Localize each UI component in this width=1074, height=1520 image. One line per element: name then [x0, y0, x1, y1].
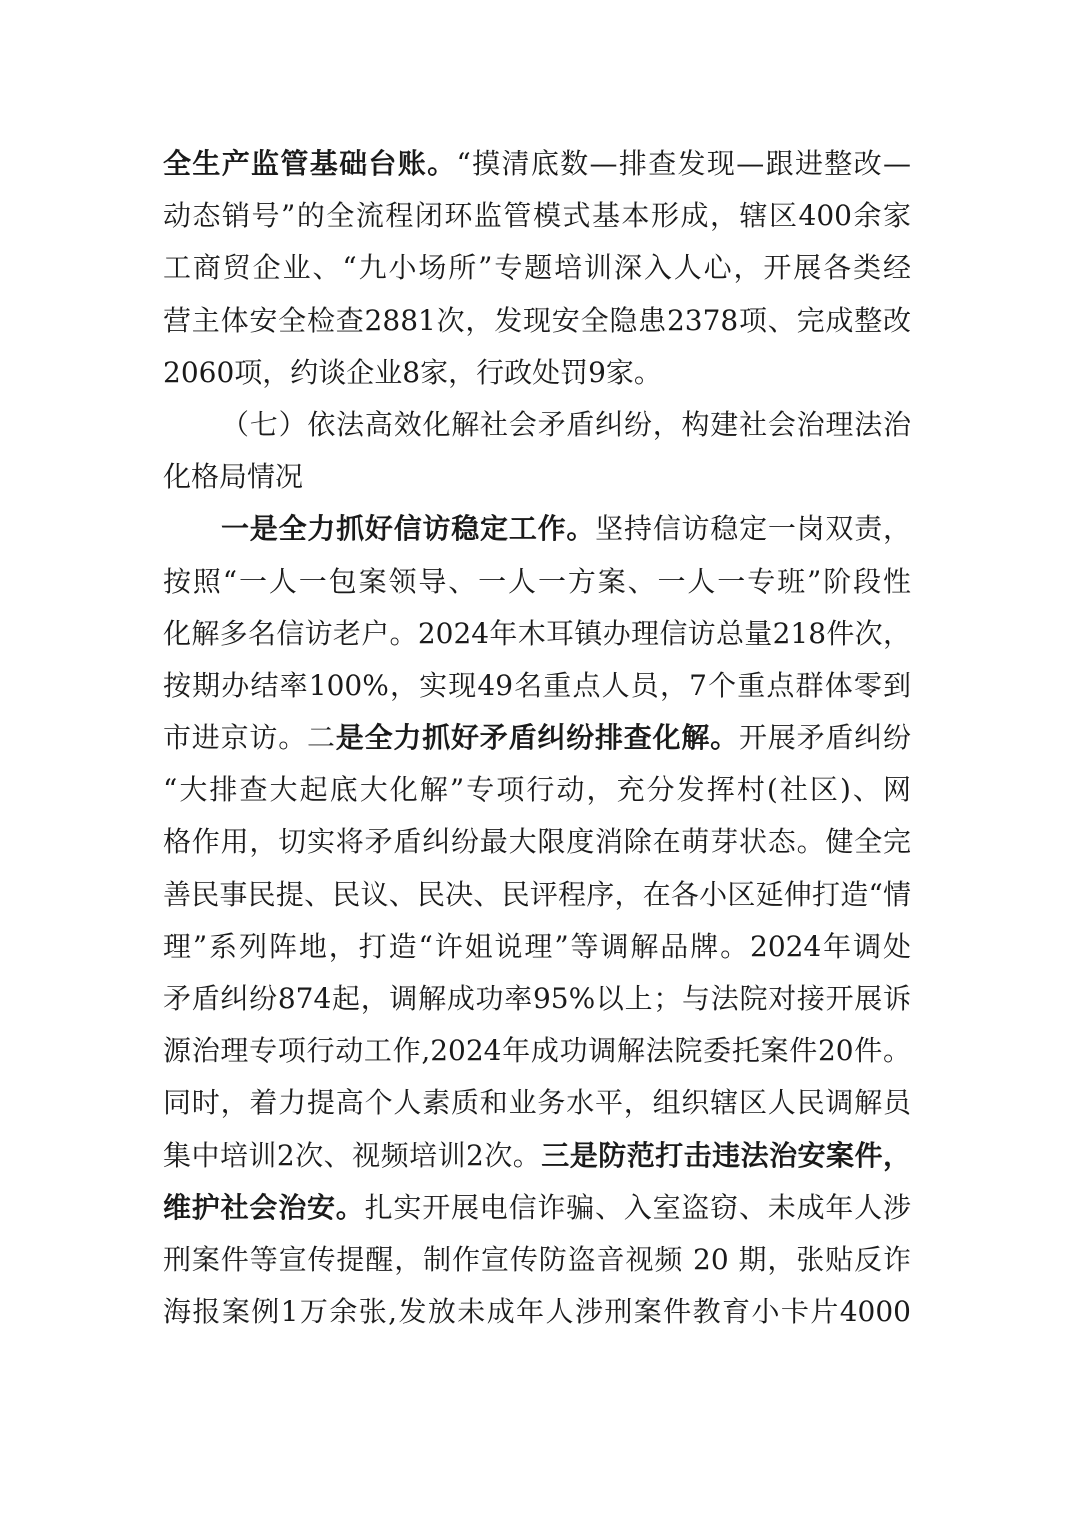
text-line: [163, 1234, 911, 1286]
text-run: 工商贸企业、“九小场所”专题培训深入人心，开展各类经: [163, 251, 911, 285]
text-line: [163, 816, 911, 868]
text-run: 善民事民提、民议、民决、民评程序，在各小区延伸打造“情: [163, 877, 911, 911]
text-line: [163, 347, 911, 399]
text-line: [163, 1130, 911, 1182]
text-run: 2060项，约谈企业8家，行政处罚9家。: [163, 355, 662, 389]
text-run: 刑案件等宣传提醒，制作宣传防盗音视频 20 期，张贴反诈: [163, 1242, 911, 1276]
text-run: 坚持信访稳定一岗双责，: [595, 512, 911, 546]
text-run: 化格局情况: [163, 460, 304, 494]
text-run: 市进京访。二: [163, 721, 336, 755]
text-line: [163, 921, 911, 973]
text-run: 海报案例1万余张,发放未成年人涉刑案件教育小卡片4000: [163, 1295, 911, 1329]
text-run: 同时，着力提高个人素质和业务水平，组织辖区人民调解员: [163, 1086, 911, 1120]
text-line: [163, 1286, 911, 1338]
text-run: 扎实开展电信诈骗、入室盗窃、未成年人涉: [364, 1190, 911, 1224]
text-run: 理”系列阵地，打造“许姐说理”等调解品牌。2024年调处: [163, 929, 911, 963]
bold-text-run: 全生产监管基础台账。: [163, 147, 457, 180]
text-line: [163, 973, 911, 1025]
text-line: [163, 660, 911, 712]
text-line: [163, 712, 911, 764]
text-run: “大排查大起底大化解”专项行动，充分发挥村(社区)、网: [163, 773, 911, 807]
text-run: 矛盾纠纷874起，调解成功率95%以上；与法院对接开展诉: [163, 982, 911, 1015]
text-run: 按期办结率100%，实现49名重点人员，7个重点群体零到: [163, 668, 911, 702]
text-line: [163, 138, 911, 190]
text-run: 源治理专项行动工作,2024年成功调解法院委托案件20件。: [163, 1034, 911, 1068]
text-run: 格作用，切实将矛盾纠纷最大限度消除在萌芽状态。健全完: [163, 825, 911, 859]
text-run: 营主体安全检查2881次，发现安全隐患2378项、完成整改: [163, 303, 911, 337]
bold-text-run: 一是全力抓好信访稳定工作。: [221, 512, 596, 546]
text-line: [163, 764, 911, 816]
text-line: [163, 608, 911, 660]
text-run: 动态销号”的全流程闭环监管模式基本形成，辖区400余家: [163, 199, 911, 233]
text-line: [163, 869, 911, 921]
text-line: [163, 503, 911, 555]
text-line: [163, 1182, 911, 1234]
text-run: 按照“一人一包案领导、一人一方案、一人一专班”阶段性: [163, 564, 911, 598]
text-run: “摸清底数—排查发现—跟进整改—: [456, 147, 911, 180]
text-run: 开展矛盾纠纷: [738, 721, 911, 755]
text-line: [163, 190, 911, 242]
bold-text-run: 三是防范打击违法治安案件，: [541, 1138, 911, 1172]
text-line: [163, 242, 911, 294]
text-line: [163, 295, 911, 347]
text-run: （七）依法高效化解社会矛盾纠纷，构建社会治理法治: [221, 407, 911, 441]
text-line: [163, 1077, 911, 1129]
text-run: 集中培训2次、视频培训2次。: [163, 1138, 542, 1172]
text-line: [163, 1025, 911, 1077]
text-line: [163, 556, 911, 608]
bold-text-run: 维护社会治安。: [163, 1190, 365, 1224]
body-text: [163, 138, 911, 1338]
text-line: [163, 399, 911, 451]
text-run: 化解多名信访老户。2024年木耳镇办理信访总量218件次，: [163, 616, 911, 650]
text-line: [163, 451, 911, 503]
bold-text-run: 是全力抓好矛盾纠纷排查化解。: [335, 721, 739, 755]
